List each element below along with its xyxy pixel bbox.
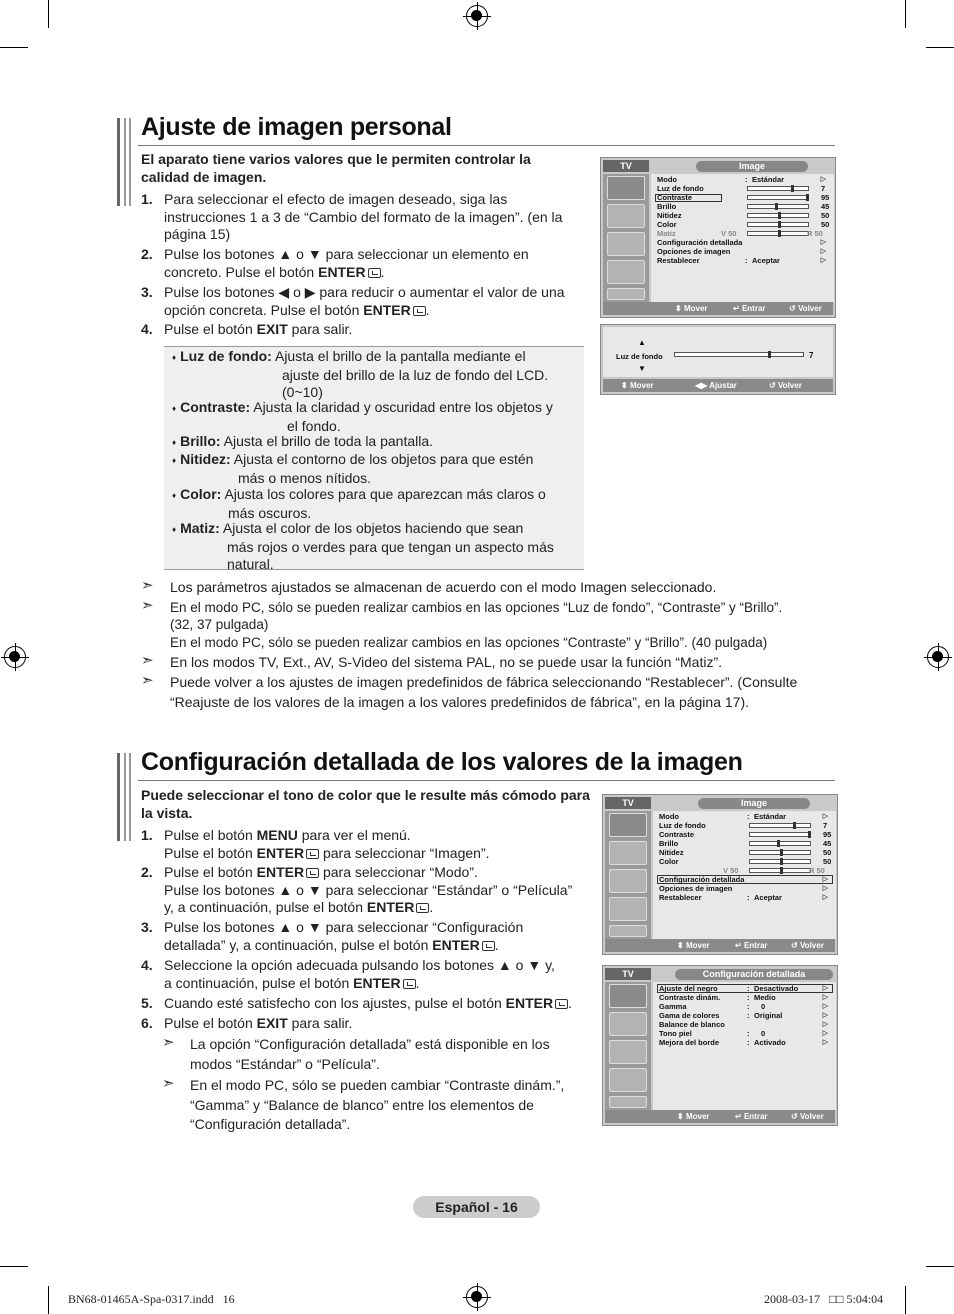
osd-backlight-slider: [600, 324, 836, 395]
definition-item: ♦ Contraste: Ajusta la claridad y oscuridad entre los objetos y el fondo.: [172, 399, 553, 434]
note-text: “Reajuste de los valores de la imagen a los valores predefinidos de fábrica”, en la página 17).: [170, 694, 750, 710]
input-icon: [607, 288, 645, 300]
registration-mark-icon: [466, 5, 488, 27]
sound-icon: [609, 841, 647, 865]
step-text: Pulse los botones ◀ o ▶ para reducir o aumentar el valor de una opción concreta. Pulse el botón ENTER .: [164, 284, 565, 318]
section-bar: [117, 118, 120, 206]
section-title: Ajuste de imagen personal: [141, 113, 452, 141]
bullet-icon: ♦: [172, 438, 177, 447]
step-text: Pulse los botones ▲ o ▼ para seleccionar “Configuración detallada” y, a continuación, pulse el botón ENTER .: [164, 919, 524, 953]
step-number: 2.: [141, 246, 153, 262]
crop-mark: [0, 47, 28, 48]
note-arrow-icon: ➣: [162, 1075, 175, 1092]
step-text: Pulse el botón MENU para ver el menú. Pulse el botón ENTER para seleccionar “Imagen”.: [164, 827, 490, 861]
definition-item: ♦ Brillo: Ajusta el brillo de toda la pantalla.: [172, 433, 434, 449]
step-text: Pulse el botón EXIT para salir.: [164, 1015, 353, 1031]
definition-item: ♦ Nitidez: Ajusta el contorno de los objetos para que estén más o menos nítidos.: [172, 451, 534, 486]
setup-icon: [609, 1068, 647, 1092]
channel-icon: [609, 1040, 647, 1064]
osd-sidebar: [605, 811, 651, 939]
crop-mark: [926, 47, 954, 48]
section-bar: [124, 753, 126, 841]
osd-footer: ⬍ Mover ↵ Entrar ↺ Volver: [605, 939, 835, 952]
enter-icon: [416, 903, 429, 913]
osd-tv-label: TV: [605, 968, 651, 980]
section-bar: [117, 753, 120, 841]
step-text: Para seleccionar el efecto de imagen deseado, siga las instrucciones 1 a 3 de “Cambio del formato de la imagen”. (en la página 15): [164, 191, 563, 242]
step-text: Cuando esté satisfecho con los ajustes, pulse el botón ENTER .: [164, 995, 573, 1011]
section-bar: [129, 753, 131, 841]
intro-text: Puede seleccionar el tono de color que le resulte más cómodo para la vista.: [141, 787, 590, 821]
bullet-icon: ♦: [172, 404, 177, 413]
osd-tv-label: TV: [605, 797, 651, 809]
note-text: La opción “Configuración detallada” está disponible en los modos “Estándar” o “Película”.: [190, 1036, 550, 1072]
crop-mark: [926, 1266, 954, 1267]
osd-main: Ajuste del negro : Desactivado ▷ Contraste dinám. : Medio ▷ Gamma : 0 ▷ Gama de colores : Original ▷ Balance de blanco ▷ Tono piel : 0 ▷ Mejora del borde : Activado ▷: [653, 982, 836, 1110]
note-arrow-icon: ➣: [141, 577, 154, 594]
definition-item: ♦ Color: Ajusta los colores para que aparezcan más claros o más oscuros.: [172, 486, 546, 521]
step-text: Pulse los botones ▲ o ▼ para seleccionar un elemento en concreto. Pulse el botón ENTER .: [164, 246, 529, 280]
osd-image-menu: [600, 157, 836, 318]
osd-main: Modo : Estándar ▷ Luz de fondo 7 Contraste 95 Brillo 45 Nitidez 50 Color 50 Matiz V 50 R 50 Configuración detallada ▷ Opciones de imagen ▷ Restablecer : Aceptar ▷: [651, 174, 834, 302]
osd-footer: ⬍ Mover ↵ Entrar ↺ Volver: [605, 1110, 835, 1123]
page-number-badge: Español - 16: [413, 1196, 540, 1218]
intro-text: El aparato tiene varios valores que le permiten controlar la calidad de imagen.: [141, 151, 531, 185]
crop-mark: [0, 1266, 28, 1267]
note-text: Puede volver a los ajustes de imagen predefinidos de fábrica seleccionando “Restablecer”. (Consulte: [170, 674, 798, 690]
enter-icon: [413, 306, 426, 316]
step-number: 1.: [141, 191, 153, 207]
bullet-icon: ♦: [172, 353, 177, 362]
down-arrow-icon: ▼: [638, 364, 646, 373]
print-filename: BN68-01465A-Spa-0317.indd 16: [68, 1292, 235, 1306]
picture-icon: [609, 984, 647, 1008]
registration-mark-icon: [4, 646, 26, 668]
enter-icon: [555, 999, 568, 1009]
setup-icon: [609, 897, 647, 921]
osd-header: Configuración detallada: [675, 969, 833, 980]
step-text: Seleccione la opción adecuada pulsando los botones ▲ o ▼ y, a continuación, pulse el botón ENTER .: [164, 957, 555, 991]
note-arrow-icon: ➣: [141, 672, 154, 689]
definition-item: ♦ Luz de fondo: Ajusta el brillo de la pantalla mediante el ajuste del brillo de la luz de fondo del LCD. (0~10): [172, 348, 549, 400]
note-text: En el modo PC, sólo se pueden realizar cambios en las opciones “Luz de fondo”, “Contraste” y “Brillo”.: [170, 600, 783, 615]
channel-icon: [607, 232, 645, 256]
osd-footer: ⬍ Mover ↵ Entrar ↺ Volver: [603, 302, 833, 315]
osd-footer: ⬍ Mover ◀▶ Ajustar ↺ Volver: [603, 379, 833, 392]
step-number: 6.: [141, 1015, 153, 1031]
enter-icon: [403, 979, 416, 989]
section-bar: [124, 118, 126, 206]
step-text: Pulse el botón ENTER para seleccionar “Modo”. Pulse los botones ▲ o ▼ para seleccionar “Estándar” o “Película” y, a continuación, pulse el botón ENTER .: [164, 864, 573, 915]
registration-mark-icon: [466, 1286, 488, 1308]
enter-icon: [482, 941, 495, 951]
enter-icon: [306, 849, 319, 859]
osd-tv-label: TV: [603, 160, 649, 172]
note-text: En el modo PC, sólo se pueden realizar cambios en las opciones “Contraste” y “Brillo”. (40 pulgada): [170, 635, 768, 650]
channel-icon: [609, 869, 647, 893]
input-icon: [609, 1096, 647, 1108]
section-rule: [138, 145, 835, 146]
slider-value: 7: [809, 351, 814, 360]
bullet-icon: ♦: [172, 491, 177, 500]
osd-main: Modo : Estándar ▷ Luz de fondo 7 Contraste 95 Brillo 45 Nitidez 50 Color 50 V 50 R 50 Configuración detallada ▷ Opciones de imagen ▷ Restablecer : Aceptar ▷: [653, 811, 836, 939]
note-text: (32, 37 pulgada): [170, 617, 269, 632]
step-number: 2.: [141, 864, 153, 880]
enter-icon: [368, 268, 381, 278]
step-number: 5.: [141, 995, 153, 1011]
up-arrow-icon: ▲: [638, 338, 646, 347]
picture-icon: [609, 813, 647, 837]
osd-sidebar: [605, 982, 651, 1110]
crop-mark: [905, 0, 906, 28]
picture-icon: [607, 176, 645, 200]
step-number: 3.: [141, 284, 153, 300]
note-arrow-icon: ➣: [162, 1034, 175, 1051]
crop-mark: [905, 1286, 906, 1314]
section-bar: [129, 118, 131, 206]
osd-image-menu: [602, 794, 838, 955]
note-arrow-icon: ➣: [141, 597, 154, 614]
note-arrow-icon: ➣: [141, 652, 154, 669]
osd-header: Image: [696, 161, 808, 172]
registration-mark-icon: [927, 646, 949, 668]
slider-track: [674, 352, 804, 357]
crop-mark: [48, 0, 49, 28]
slider-label: Luz de fondo: [616, 352, 663, 361]
enter-icon: [306, 868, 319, 878]
crop-mark: [48, 1286, 49, 1314]
note-text: En el modo PC, sólo se pueden cambiar “Contraste dinám.”, “Gamma” y “Balance de blanco” entre los elementos de “Configuración detallada”.: [190, 1077, 565, 1132]
print-timestamp: 2008-03-17 □□ 5:04:04: [764, 1292, 884, 1306]
section-rule: [138, 780, 835, 781]
step-number: 3.: [141, 919, 153, 935]
bullet-icon: ♦: [172, 525, 177, 534]
osd-header: Image: [698, 798, 810, 809]
note-text: En los modos TV, Ext., AV, S-Video del sistema PAL, no se puede usar la función “Matiz”.: [170, 654, 723, 670]
sound-icon: [607, 204, 645, 228]
osd-selection: [655, 194, 722, 202]
step-number: 4.: [141, 957, 153, 973]
note-text: Los parámetros ajustados se almacenan de acuerdo con el modo Imagen seleccionado.: [170, 579, 717, 595]
osd-sidebar: [603, 174, 649, 302]
sound-icon: [609, 1012, 647, 1036]
setup-icon: [607, 260, 645, 284]
bullet-icon: ♦: [172, 456, 177, 465]
step-number: 4.: [141, 321, 153, 337]
input-icon: [609, 925, 647, 937]
step-number: 1.: [141, 827, 153, 843]
osd-detail-menu: [602, 965, 838, 1126]
definition-item: ♦ Matiz: Ajusta el color de los objetos haciendo que sean más rojos o verdes para que tengan un aspecto más natural.: [172, 520, 554, 572]
step-text: Pulse el botón EXIT para salir.: [164, 321, 353, 337]
section-title: Configuración detallada de los valores de la imagen: [141, 748, 743, 776]
